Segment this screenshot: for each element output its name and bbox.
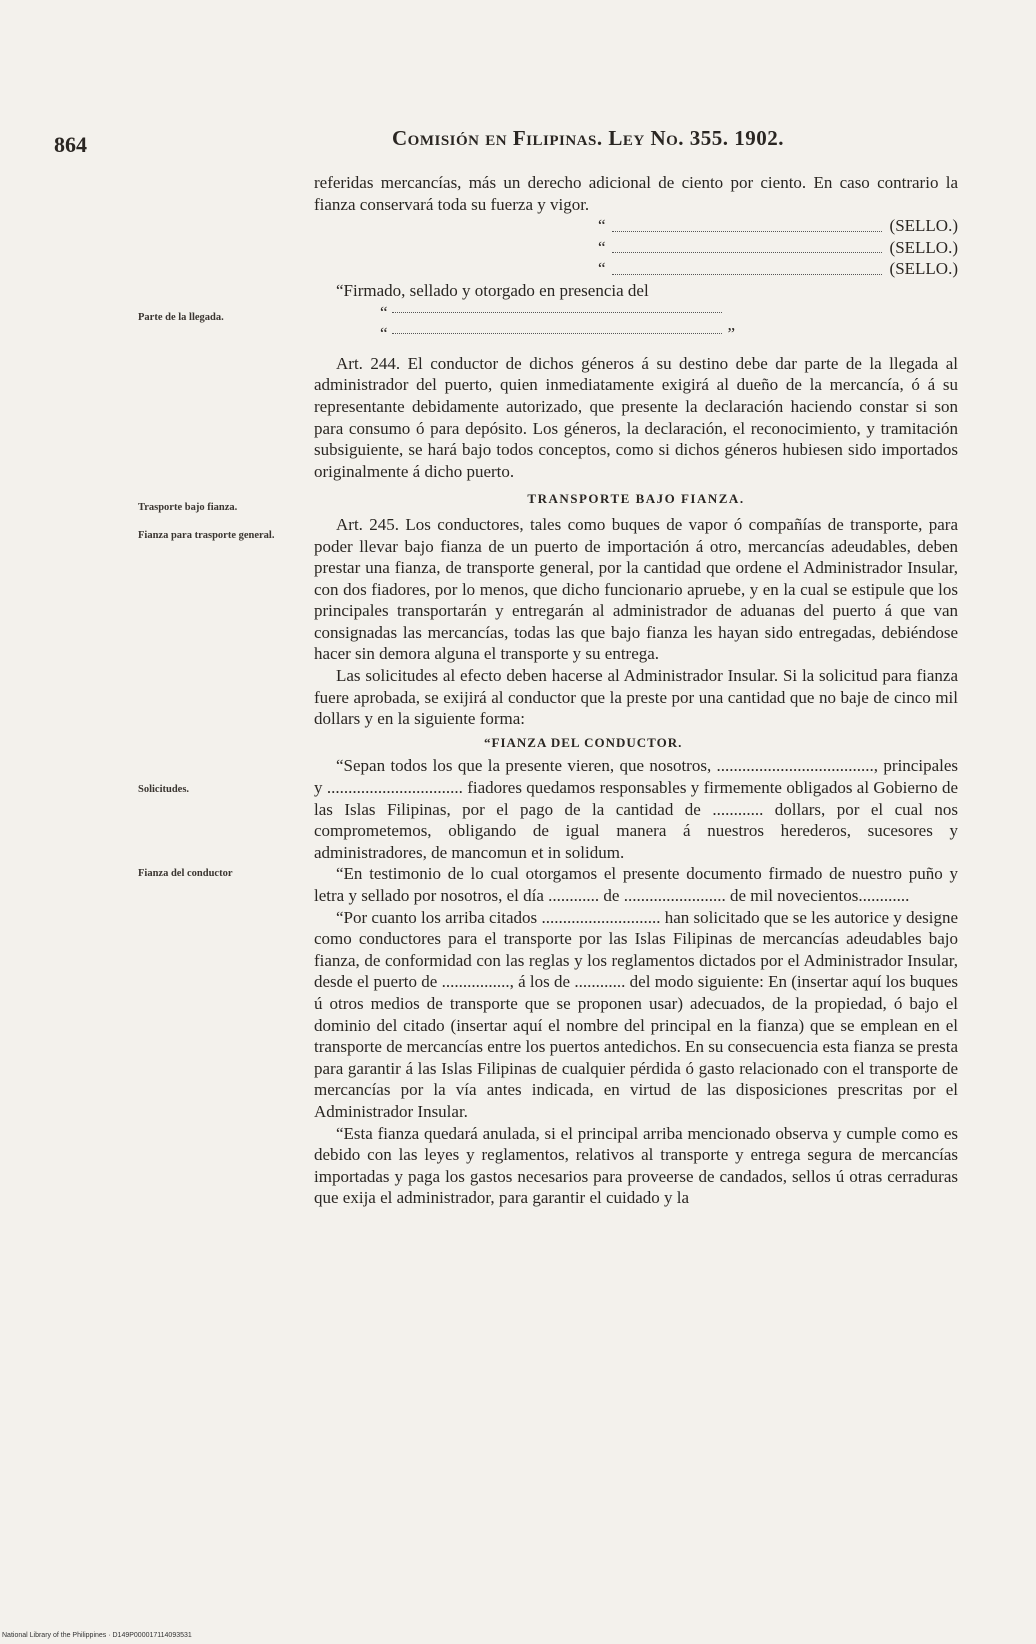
signed-in-presence: “Firmado, sellado y otorgado en presencia del	[336, 280, 649, 300]
bond-paragraph: “Sepan todos los que la presente vieren, que nosotros, ....................................., principales y ................................ fiadores quedamos responsables y firmemente obligados al Gobierno de las Islas Filipinas, por el pago de la cantidad de ............ dollars, por el cual nos comprometemos, obligando de igual manera á nuestros herederos, sucesores y administradores, de mancomun et in solidum.	[314, 756, 958, 862]
margin-note-parte-llegada: Parte de la llegada.	[138, 312, 224, 323]
section-title: TRANSPORTE BAJO FIANZA.	[527, 491, 745, 507]
margin-note-trasporte-bajo-fianza: Trasporte bajo fianza.	[138, 502, 238, 513]
margin-note-fianza-del-conductor: Fianza del conductor	[138, 868, 233, 879]
margin-note-solicitudes: Solicitudes.	[138, 784, 190, 795]
paragraph-solicitudes: Las solicitudes al efecto deben hacerse al Administrador Insular. Si la solicitud para fianza fuere aprobada, se exijirá al conductor que la preste por una cantidad que no baje de cinco mil dollars y en la siguiente forma:	[314, 666, 958, 729]
witness-line: “ ”	[380, 324, 736, 344]
bond-paragraph: “En testimonio de lo cual otorgamos el presente documento firmado de nuestro puño y letra y sellado por nosotros, el día ............ de ........................ de mil novecientos............	[314, 864, 958, 905]
bond-paragraph: “Por cuanto los arriba citados ............................ han solicitado que se les autorice y designe como conductores para el transporte por las Islas Filipinas de mercancías adeudables bajo fianza, de conformidad con las reglas y los reglamentos dictados por el Administrador Insular, desde el puerto de ................, á los de ............ del modo siguiente: En (insertar aquí los buques ú otros medios de transporte que se proponen usar) adecuados, de la propiedad, ó bajo el dominio del citado (insertar aquí el nombre del principal en la fianza) que se emplean en el transporte de mercancías entre los puertos antedichos. En su consecuencia esta fianza se presta para garantir á las Islas Filipinas de cualquier pérdida ó gasto relacionado con el transporte de mercancías por la vía antes indicada, en virtud de las disposiciones prescritas por el Administrador Insular.	[314, 907, 958, 1121]
scan-footer-note: National Library of the Philippines · D149P000017114093531	[2, 1632, 192, 1639]
seal-line: “ (SELLO.)	[597, 216, 958, 236]
article-244: Art. 244. El conductor de dichos géneros á su destino debe dar parte de la llegada al administrador del puerto, quien inmediatamente exigirá al dueño de la mercancía, ó á su representante debidamente autorizado, que presente la declaración haciendo constar si son para consumo ó para depósito. Los géneros, la declaración, el reconocimiento, y tramitación subsiguiente, se hará bajo todos conceptos, como si dichos géneros hubiesen sido importados originalmente á dicho puerto.	[314, 353, 958, 481]
witness-line: “	[314, 302, 958, 324]
paragraph-continuation: referidas mercancías, más un derecho adicional de ciento por ciento. En caso contrario la fianza conservará toda su fuerza y vigor.	[314, 173, 958, 214]
seal-line: “ (SELLO.)	[597, 259, 958, 279]
article-245: Art. 245. Los conductores, tales como buques de vapor ó compañías de transporte, para poder llevar bajo fianza de un puerto de importación á otro, mercancías adeudables, deben prestar una fianza, de transporte general, por la cantidad que ordene el Administrador Insular, con dos fiadores, por lo menos, que dicho funcionario apruebe, y en la cual se estipule que los principales transportarán y entregarán al administrador de aduanas del puerto á que van consignadas las mercancías, todas las que bajo fianza les hayan sido entregadas, debiéndose hacer sin demora alguna el transporte y su entrega.	[314, 514, 958, 664]
bond-paragraph: “Esta fianza quedará anulada, si el principal arriba mencionado observa y cumple como es debido con las leyes y reglamentos, relativos al transporte y entrega segura de mercancías importadas y paga los gastos necesarios para proveerse de candados, sellos ú otras cerraduras que exija el administrador, para garantir el cuidado y la	[314, 1123, 958, 1208]
bond-title: “FIANZA DEL CONDUCTOR.	[484, 734, 683, 750]
page-number: 864	[54, 132, 87, 157]
margin-note-fianza-trasporte-general: Fianza para trasporte general.	[138, 530, 275, 541]
running-head: Comisión en Filipinas. Ley No. 355. 1902.	[392, 126, 785, 150]
main-text	[314, 172, 958, 1209]
seal-line: “ (SELLO.)	[597, 237, 958, 257]
